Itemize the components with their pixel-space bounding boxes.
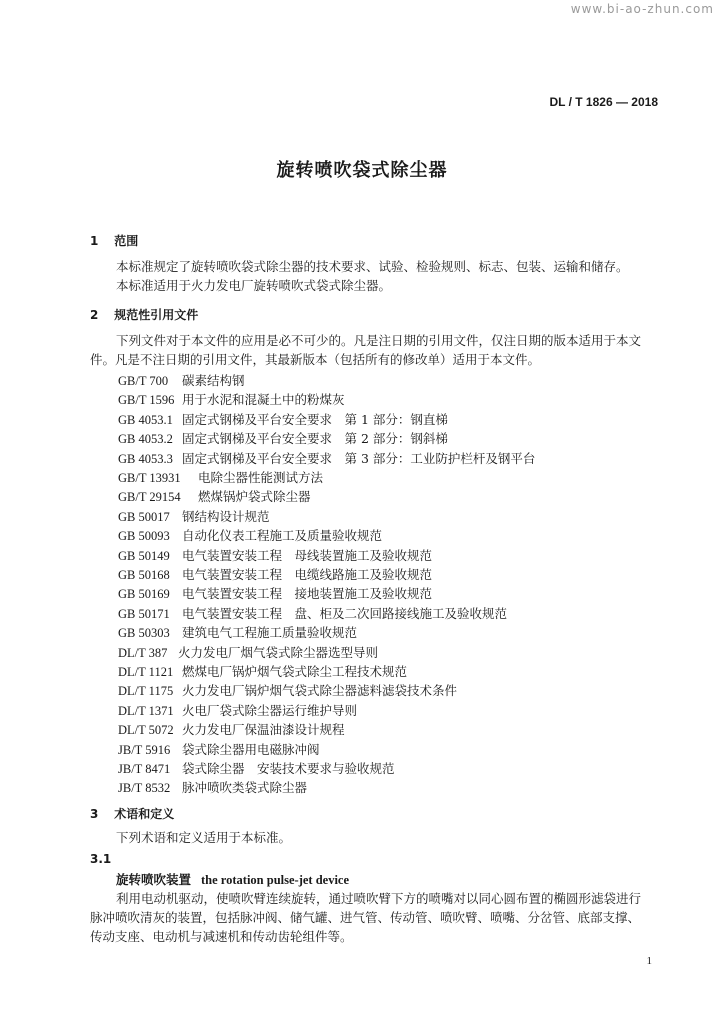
reference-title: 固定式钢梯及平台安全要求 第 1 部分：钢直梯 — [182, 411, 448, 427]
reference-code: GB 50017 — [118, 509, 170, 524]
reference-code: JB/T 5916 — [118, 742, 171, 757]
reference-code: DL/T 387 — [118, 645, 168, 660]
reference-code: GB 50303 — [118, 626, 170, 641]
paragraph: 下列术语和定义适用于本标准。 — [116, 830, 292, 845]
section-number: 3 — [90, 807, 99, 821]
paragraph: 传动支座、电动机与减速机和传动齿轮组件等。 — [90, 929, 353, 944]
reference-code: GB 4053.1 — [118, 412, 173, 427]
paragraph: 下列文件对于本文件的应用是必不可少的。凡是注日期的引用文件，仅注日期的版本适用于本文 — [116, 333, 642, 348]
reference-code: JB/T 8471 — [118, 762, 171, 776]
term-english: the rotation pulse-jet device — [201, 873, 350, 887]
reference-item — [118, 449, 535, 467]
reference-code: GB/T 1596 — [118, 393, 175, 408]
reference-item — [118, 584, 432, 602]
reference-item — [118, 623, 357, 641]
reference-code: DL/T 1121 — [118, 665, 174, 679]
reference-item — [118, 759, 395, 777]
reference-title: 火力发电厂保温油漆设计规程 — [182, 722, 345, 738]
reference-code: GB/T 700 — [118, 374, 169, 388]
reference-item — [118, 565, 432, 583]
reference-title: 燃煤锅炉袋式除尘器 — [198, 489, 311, 505]
reference-item — [118, 604, 507, 622]
reference-code: GB 4053.3 — [118, 451, 173, 466]
term-heading — [116, 870, 349, 888]
reference-item — [118, 681, 457, 699]
reference-title: 火力发电厂锅炉烟气袋式除尘器滤料滤袋技术条件 — [182, 683, 458, 699]
reference-title: 电气装置安装工程 电缆线路施工及验收规范 — [182, 567, 433, 582]
reference-title: 火力发电厂烟气袋式除尘器选型导则 — [178, 644, 379, 660]
reference-code: GB 4053.2 — [118, 432, 173, 447]
reference-code: DL/T 1371 — [118, 703, 174, 718]
section-title: 规范性引用文件 — [114, 308, 199, 322]
reference-item — [118, 410, 448, 428]
standard-number: DL / T 1826 — 2018 — [549, 95, 658, 109]
reference-title: 电气装置安装工程 接地装置施工及验收规范 — [182, 586, 433, 602]
paragraph: 本标准规定了旋转喷吹袋式除尘器的技术要求、试验、检验规则、标志、包装、运输和储存。 — [116, 259, 629, 274]
section-title: 术语和定义 — [114, 807, 175, 821]
reference-code: GB 50169 — [118, 587, 170, 602]
reference-item — [118, 390, 345, 408]
paragraph: 脉冲喷吹清灰的装置，包括脉冲阀、储气罐、进气管、传动管、喷吹臂、喷嘴、分岔管、底部支撑、 — [90, 910, 641, 925]
reference-item — [118, 740, 320, 758]
section-number: 2 — [90, 308, 99, 322]
reference-code: GB 50093 — [118, 529, 170, 544]
reference-title: 用于水泥和混凝土中的粉煤灰 — [182, 392, 345, 408]
reference-title: 电除尘器性能测试方法 — [198, 470, 324, 485]
paragraph: 本标准适用于火力发电厂旋转喷吹式袋式除尘器。 — [116, 278, 392, 293]
reference-title: 袋式除尘器 安装技术要求与验收规范 — [182, 761, 395, 776]
reference-code: DL/T 5072 — [118, 723, 174, 738]
reference-title: 燃煤电厂锅炉烟气袋式除尘工程技术规范 — [182, 664, 408, 679]
clause-number: 3.1 — [90, 852, 112, 866]
reference-item — [118, 720, 345, 738]
reference-code: GB 50149 — [118, 548, 170, 563]
reference-title: 钢结构设计规范 — [182, 508, 270, 524]
reference-item — [118, 507, 270, 525]
reference-item — [118, 526, 382, 544]
reference-code: JB/T 8532 — [118, 781, 171, 796]
reference-title: 火电厂袋式除尘器运行维护导则 — [182, 702, 358, 718]
reference-item — [118, 429, 448, 447]
reference-item — [118, 643, 378, 661]
reference-title: 固定式钢梯及平台安全要求 第 2 部分：钢斜梯 — [182, 431, 448, 447]
reference-item — [118, 546, 432, 564]
section-number: 1 — [90, 234, 99, 248]
section-title: 范围 — [114, 234, 139, 248]
reference-title: 电气装置安装工程 母线装置施工及验收规范 — [182, 547, 433, 563]
section-2-heading — [90, 306, 198, 323]
reference-title: 建筑电气工程施工质量验收规范 — [182, 625, 358, 641]
term-chinese: 旋转喷吹装置 — [116, 872, 192, 887]
reference-item — [118, 487, 311, 505]
reference-code: GB/T 13931 — [118, 471, 181, 485]
reference-title: 脉冲喷吹类袋式除尘器 — [182, 780, 308, 796]
reference-item — [118, 662, 407, 680]
paragraph: 件。凡是不注日期的引用文件，其最新版本（包括所有的修改单）适用于本文件。 — [90, 352, 541, 367]
reference-item — [118, 468, 323, 486]
reference-code: GB/T 29154 — [118, 490, 181, 505]
reference-title: 电气装置安装工程 盘、柜及二次回路接线施工及验收规范 — [182, 605, 508, 621]
section-3-heading — [90, 805, 174, 822]
reference-code: GB 50168 — [118, 568, 170, 582]
reference-item — [118, 371, 245, 389]
reference-title: 自动化仪表工程施工及质量验收规范 — [182, 528, 383, 544]
reference-title: 固定式钢梯及平台安全要求 第 3 部分：工业防护栏杆及钢平台 — [182, 450, 536, 466]
reference-code: GB 50171 — [118, 606, 170, 621]
watermark: www.bi-ao-zhun.com — [570, 2, 714, 16]
section-1-heading — [90, 232, 138, 249]
reference-item — [118, 701, 357, 719]
reference-code: DL/T 1175 — [118, 684, 174, 699]
reference-title: 碳素结构钢 — [182, 373, 245, 388]
page-number: 1 — [646, 955, 652, 967]
reference-item — [118, 778, 307, 796]
page-title: 旋转喷吹袋式除尘器 — [276, 160, 448, 181]
paragraph: 利用电动机驱动，使喷吹臂连续旋转，通过喷吹臂下方的喷嘴对以同心圆布置的椭圆形滤袋进行 — [116, 891, 642, 906]
reference-title: 袋式除尘器用电磁脉冲阀 — [182, 741, 320, 757]
